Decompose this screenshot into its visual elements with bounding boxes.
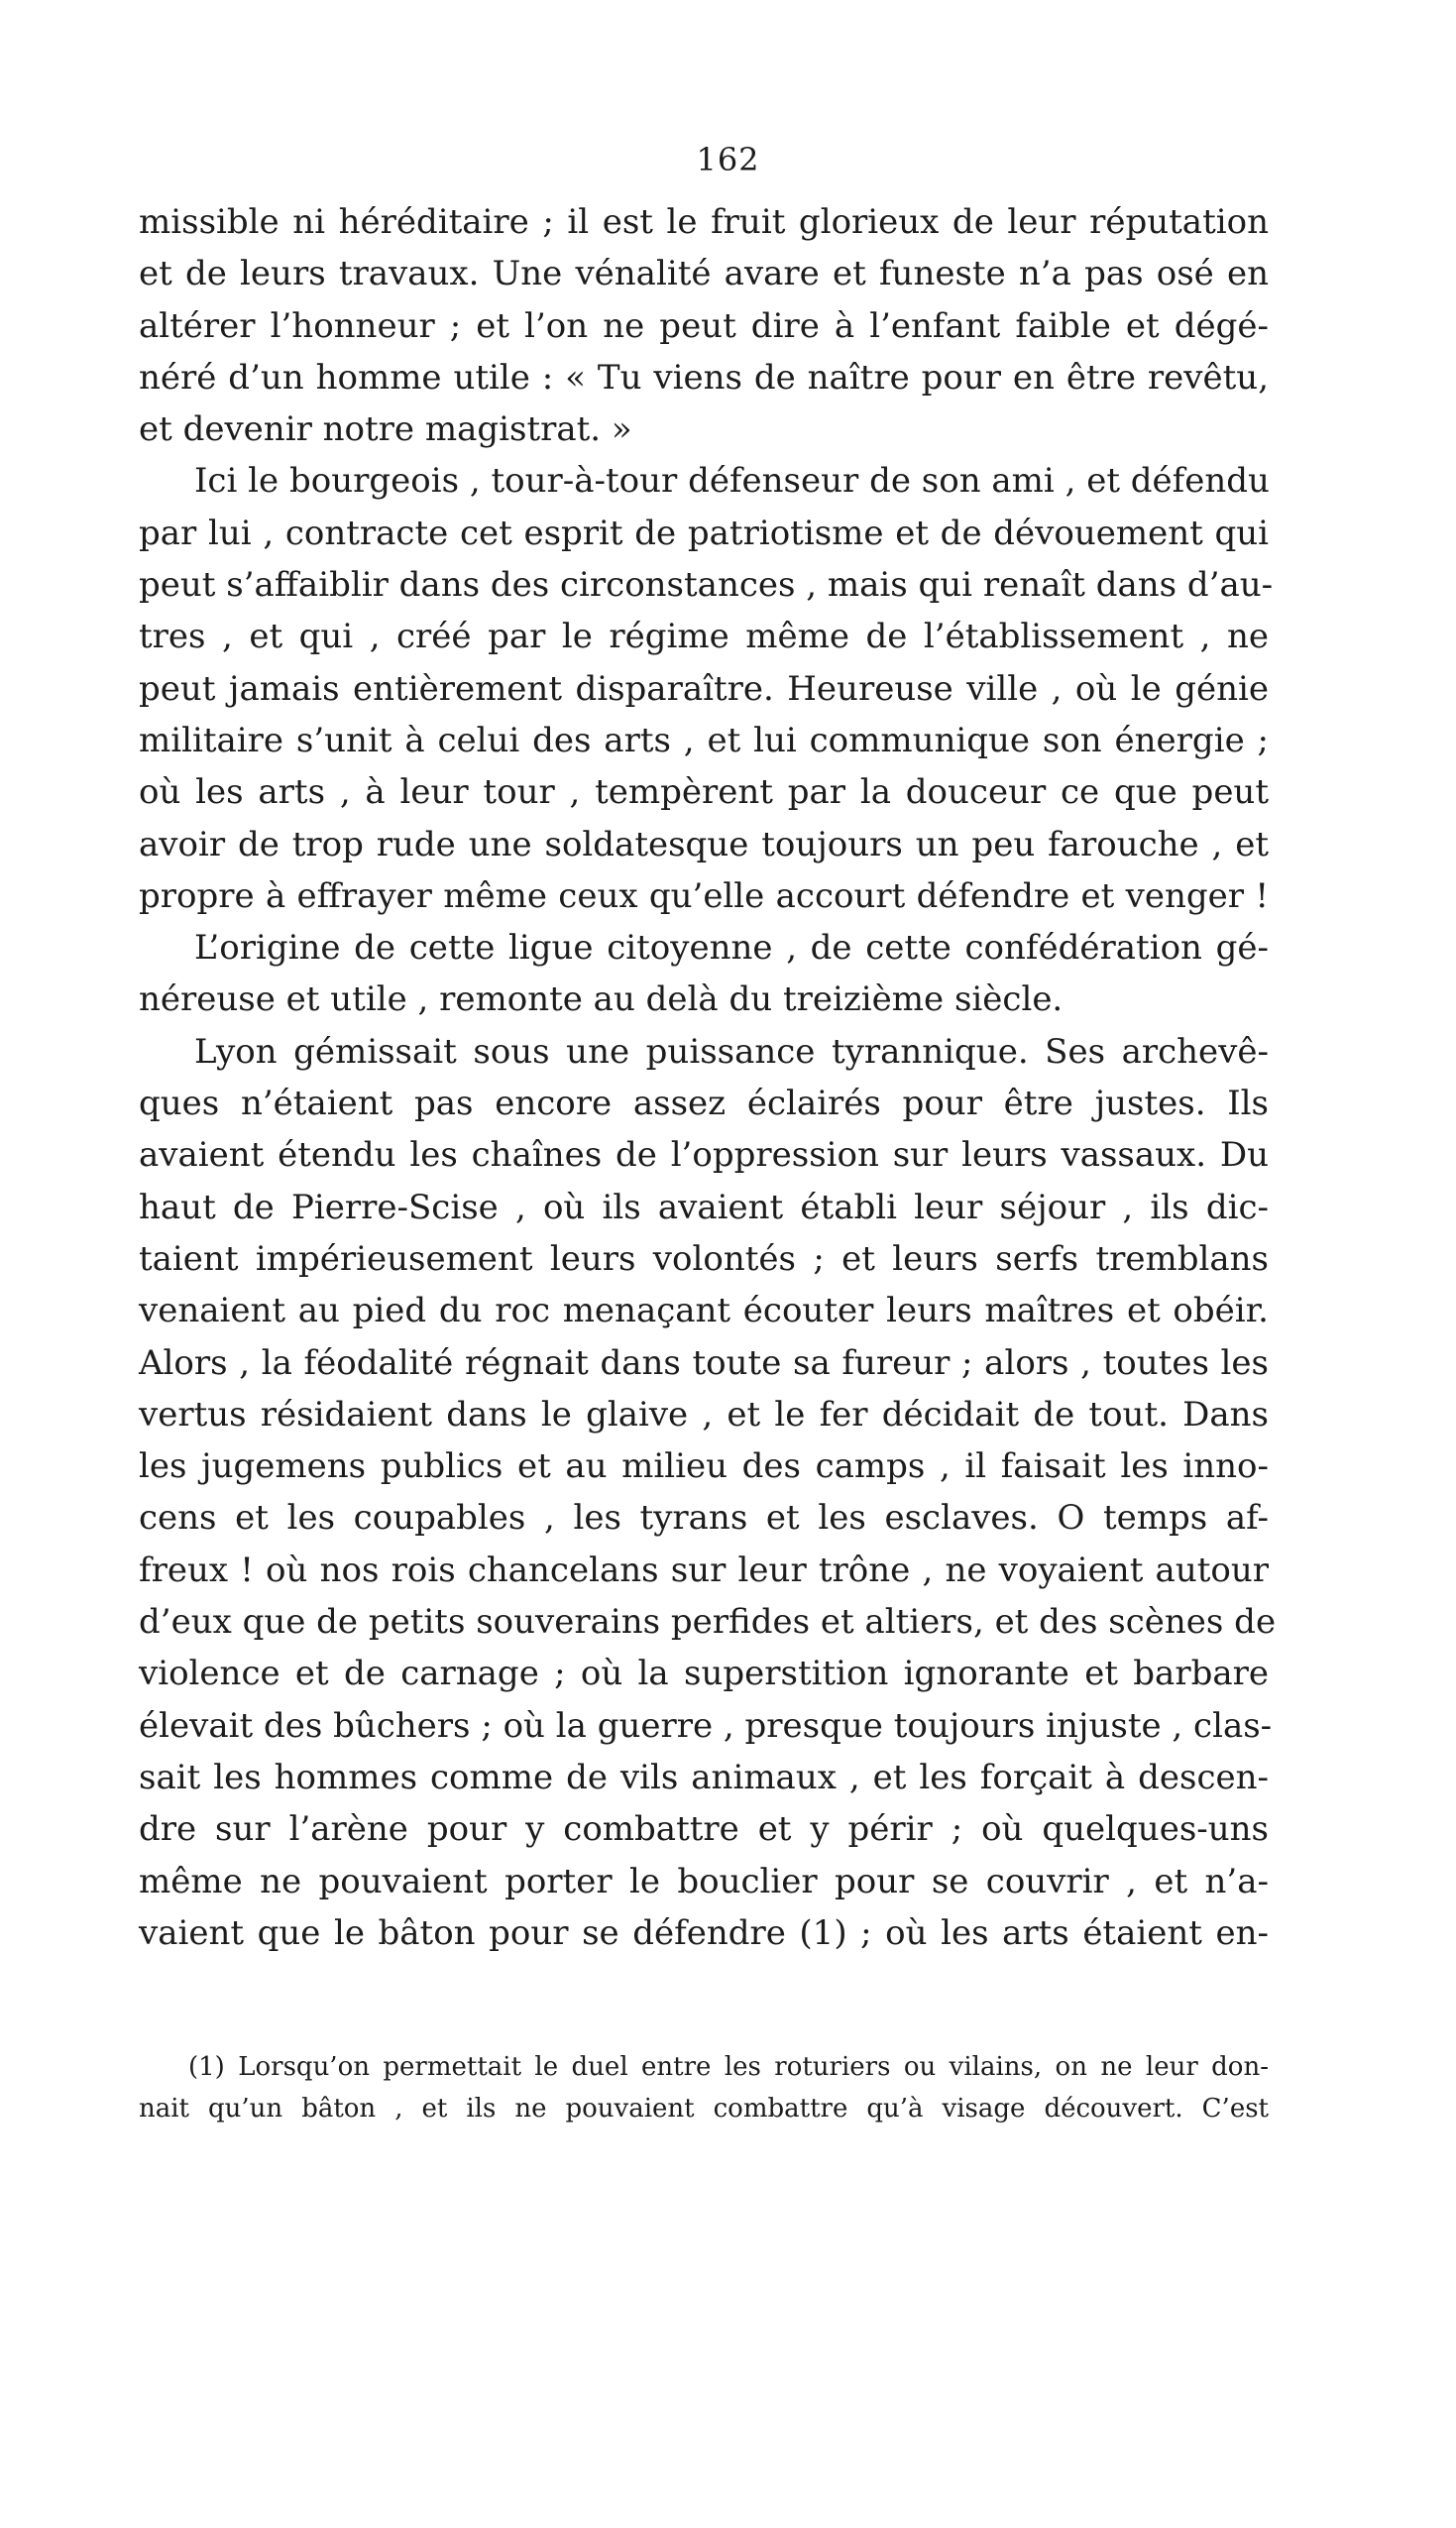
text-line: Alors , la féodalité régnait dans toute sa fureur ; alors , toutes les [139, 1342, 1269, 1383]
text-line: Lyon gémissait sous une puissance tyrannique. Ses archevê- [194, 1031, 1269, 1072]
text-line: avoir de trop rude une soldatesque toujours un peu farouche , et [139, 824, 1269, 864]
text-line: par lui , contracte cet esprit de patriotisme et de dévouement qui [139, 513, 1269, 553]
text-line: L’origine de cette ligue citoyenne , de cette confédération gé- [194, 928, 1269, 969]
footnote-line: (1) Lorsqu’on permettait le duel entre les roturiers ou vilains, on ne leur don- [188, 2052, 1269, 2082]
text-line: ques n’étaient pas encore assez éclairés pour être justes. Ils [139, 1084, 1269, 1124]
text-line: vaient que le bâton pour se défendre (1) ; où les arts étaient en- [139, 1912, 1269, 1953]
text-line: et devenir notre magistrat. » [139, 409, 632, 450]
text-line: freux ! où nos rois chancelans sur leur trône , ne voyaient autour [139, 1550, 1269, 1590]
text-line: d’eux que de petits souverains perfides et altiers, et des scènes de [139, 1602, 1277, 1643]
footnote-line: nait qu’un bâton , et ils ne pouvaient combattre qu’à visage découvert. C’est [139, 2094, 1269, 2124]
text-line: missible ni héréditaire ; il est le fruit glorieux de leur réputation [139, 202, 1269, 242]
text-line: haut de Pierre-Scise , où ils avaient établi leur séjour , ils dic- [139, 1187, 1269, 1227]
footnote [139, 2046, 1269, 2129]
text-line: dre sur l’arène pour y combattre et y périr ; où quelques-uns [139, 1809, 1269, 1850]
text-line: altérer l’honneur ; et l’on ne peut dire à l’enfant faible et dégé- [139, 305, 1269, 346]
text-line: néré d’un homme utile : « Tu viens de naître pour en être revêtu, [139, 357, 1269, 398]
text-line: peut s’affaiblir dans des circonstances , mais qui renaît dans d’au- [139, 565, 1274, 606]
text-line: sait les hommes comme de vils animaux , et les forçait à descen- [139, 1757, 1269, 1797]
text-line: les jugemens publics et au milieu des camps , il faisait les inno- [139, 1446, 1269, 1487]
text-line: néreuse et utile , remonte au delà du treizième siècle. [139, 979, 1064, 1020]
text-line: même ne pouvaient porter le bouclier pour se couvrir , et n’a- [139, 1861, 1269, 1901]
text-line: propre à effrayer même ceux qu’elle accourt défendre et venger ! [139, 875, 1269, 916]
page-number: 162 [696, 141, 760, 178]
text-line: peut jamais entièrement disparaître. Heureuse ville , où le génie [139, 668, 1269, 709]
body-text [139, 196, 1277, 1959]
text-line: venaient au pied du roc menaçant écouter leurs maîtres et obéir. [139, 1291, 1269, 1331]
text-line: taient impérieusement leurs volontés ; et leurs serfs tremblans [139, 1238, 1269, 1279]
text-line: avaient étendu les chaînes de l’oppression sur leurs vassaux. Du [139, 1135, 1269, 1176]
text-line: où les arts , à leur tour , tempèrent par la douceur ce que peut [139, 772, 1269, 813]
text-line: et de leurs travaux. Une vénalité avare et funeste n’a pas osé en [139, 254, 1269, 294]
text-line: élevait des bûchers ; où la guerre , presque toujours injuste , clas- [139, 1705, 1273, 1746]
text-line: Ici le bourgeois , tour-à-tour défenseur de son ami , et défendu [194, 461, 1270, 502]
text-line: tres , et qui , créé par le régime même de l’établissement , ne [139, 617, 1269, 657]
text-line: violence et de carnage ; où la superstition ignorante et barbare [139, 1654, 1269, 1694]
text-line: vertus résidaient dans le glaive , et le fer décidait de tout. Dans [139, 1394, 1269, 1435]
text-line: militaire s’unit à celui des arts , et lui communique son énergie ; [139, 720, 1269, 760]
text-line: cens et les coupables , les tyrans et les esclaves. O temps af- [139, 1498, 1269, 1539]
